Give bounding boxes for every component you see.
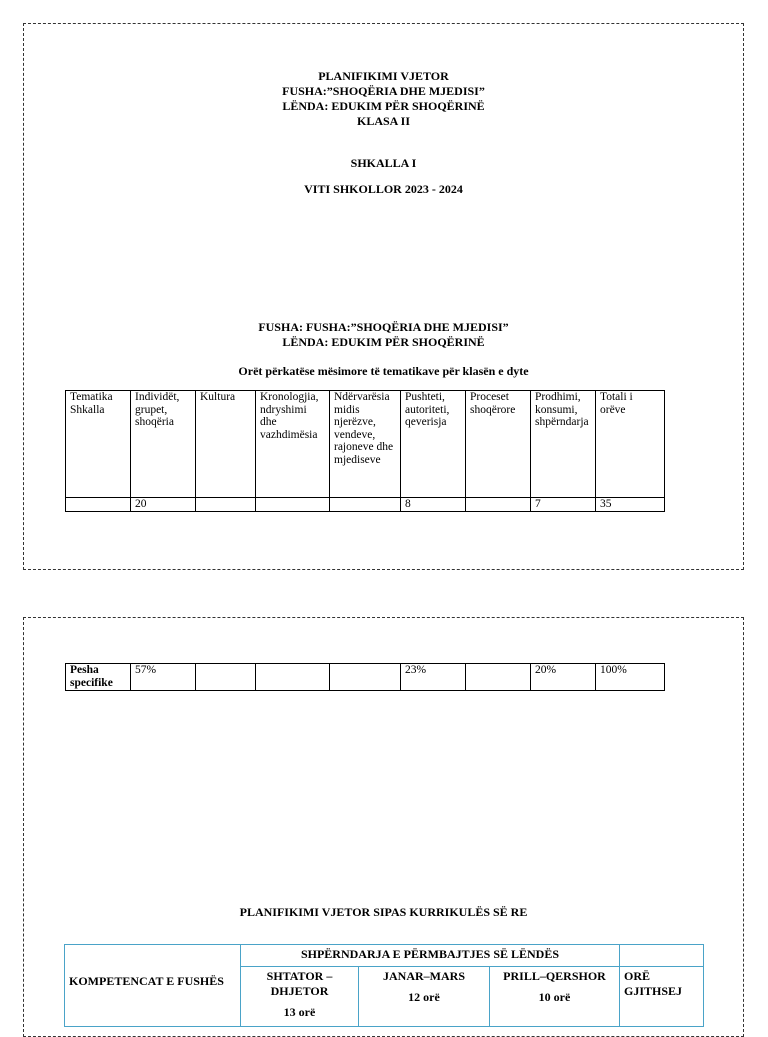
header-cell: Individët, grupet, shoqëria [131, 391, 196, 498]
section-heading [24, 320, 743, 350]
weight-cell [330, 664, 401, 691]
hours-cell: 35 [596, 498, 665, 512]
plan-table [64, 944, 704, 1027]
weight-label: Pesha specifike [66, 664, 131, 691]
cover-title: PLANIFIKIMI VJETOR [318, 69, 449, 83]
hours-cell [196, 498, 256, 512]
hours-table-header-row [66, 391, 665, 498]
period-cell [359, 967, 490, 1027]
period-cell [241, 967, 359, 1027]
weight-cell: 20% [531, 664, 596, 691]
header-cell: Tematika Shkalla [66, 391, 131, 498]
total-hours-header: ORË GJITHSEJ [620, 967, 704, 1027]
page-2 [23, 617, 744, 1037]
plan-title: PLANIFIKIMI VJETOR SIPAS KURRIKULËS SË RE [239, 905, 528, 919]
competences-header: KOMPETENCAT E FUSHËS [65, 945, 241, 1027]
hours-cell: 8 [401, 498, 466, 512]
weight-cell: 23% [401, 664, 466, 691]
weight-cell [196, 664, 256, 691]
empty-header-cell [620, 945, 704, 967]
weight-cell [466, 664, 531, 691]
weight-cell: 100% [596, 664, 665, 691]
period-name: JANAR–MARS [383, 969, 465, 983]
hours-table-title: Orët përkatëse mësimore të tematikave për klasën e dyte [238, 364, 529, 378]
hours-cell: 20 [131, 498, 196, 512]
period-hours: 12 orë [408, 990, 440, 1004]
period-cell [490, 967, 620, 1027]
header-cell: Pushteti, autoriteti, qeverisja [401, 391, 466, 498]
header-cell: Prodhimi, konsumi, shpërndarja [531, 391, 596, 498]
period-hours: 13 orë [283, 1005, 316, 1019]
hours-cell [256, 498, 330, 512]
hours-cell [330, 498, 401, 512]
period-name: PRILL–QERSHOR [503, 969, 606, 983]
hours-cell [66, 498, 131, 512]
weight-table [65, 663, 665, 691]
hours-cell [466, 498, 531, 512]
cover-class: KLASA II [356, 114, 411, 128]
cover-level: SHKALLA I [350, 156, 417, 170]
section-subject: LËNDA: EDUKIM PËR SHOQËRINË [282, 335, 485, 349]
header-cell: Kronologjia, ndryshimi dhe vazhdimësia [256, 391, 330, 498]
header-cell: Totali i orëve [596, 391, 665, 498]
weight-cell [256, 664, 330, 691]
hours-row [66, 498, 665, 512]
page-1 [23, 23, 744, 570]
cover-school-year: VITI SHKOLLOR 2023 - 2024 [304, 182, 463, 196]
weight-row [66, 664, 665, 691]
header-cell: Kultura [196, 391, 256, 498]
weight-cell: 57% [131, 664, 196, 691]
cover-heading [24, 69, 743, 129]
cover-subject: LËNDA: EDUKIM PËR SHOQËRINË [282, 99, 485, 113]
header-cell: Proceset shoqërore [466, 391, 531, 498]
section-field: FUSHA: FUSHA:”SHOQËRIA DHE MJEDISI” [258, 320, 509, 334]
period-hours: 10 orë [538, 990, 571, 1004]
header-cell: Ndërvarësia midis njerëzve, vendeve, rajoneve dhe mjediseve [330, 391, 401, 498]
hours-cell: 7 [531, 498, 596, 512]
period-name: SHTATOR – DHJETOR [266, 969, 333, 998]
cover-field: FUSHA:”SHOQËRIA DHE MJEDISI” [282, 84, 485, 98]
plan-header-row [65, 945, 704, 967]
distribution-header: SHPËRNDARJA E PËRMBAJTJES SË LËNDËS [241, 945, 620, 967]
hours-table [65, 390, 665, 512]
